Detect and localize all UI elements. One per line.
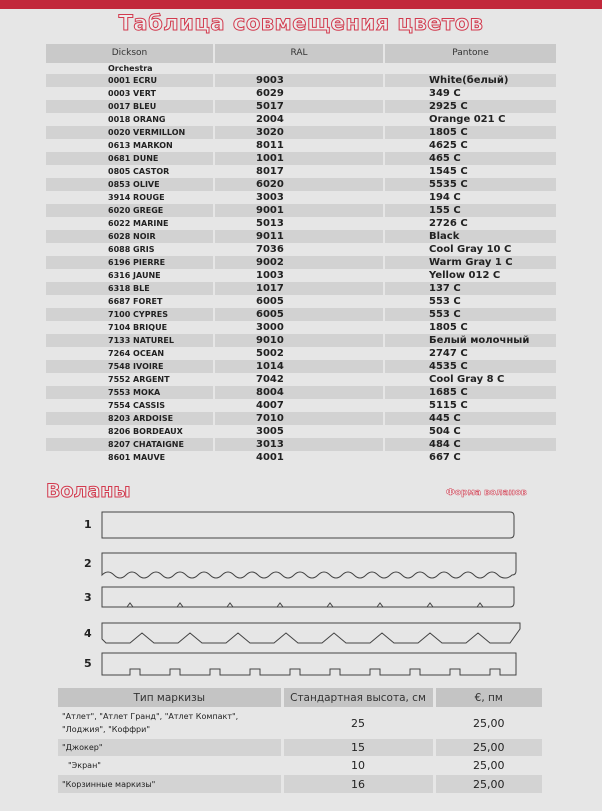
pantone-code: 349 C [384,87,556,100]
pantone-code: 1805 C [384,126,556,139]
dickson-code: 7264 OCEAN [46,347,214,360]
color-matching-table [46,44,556,464]
pantone-code: 504 C [384,425,556,438]
ral-code: 8004 [214,386,384,399]
color-row [46,113,556,126]
dickson-code: 7554 CASSIS [46,399,214,412]
color-row [46,438,556,451]
dickson-code: 0018 ORANG [46,113,214,126]
shape-number: 3 [84,591,92,604]
ral-code: 3003 [214,191,384,204]
shape-number: 4 [84,627,92,640]
dickson-code: 0613 MARKON [46,139,214,152]
ral-code: 3020 [214,126,384,139]
color-row [46,451,556,464]
dickson-code: 0017 BLEU [46,100,214,113]
pantone-code: Cool Gray 8 C [384,373,556,386]
pantone-code: Белый молочный [384,334,556,347]
color-row [46,256,556,269]
pantone-code: 194 C [384,191,556,204]
pantone-code: 4535 C [384,360,556,373]
ral-code: 3005 [214,425,384,438]
color-row [46,412,556,425]
ral-code: 9001 [214,204,384,217]
pantone-code: 2925 C [384,100,556,113]
color-row [46,334,556,347]
dickson-code: 6316 JAUNE [46,269,214,282]
pantone-code: 553 C [384,308,556,321]
price-value: 25,00 [434,756,542,775]
color-row [46,347,556,360]
pantone-code: 1545 C [384,165,556,178]
pantone-code: Black [384,230,556,243]
dickson-code: 7104 BRIQUE [46,321,214,334]
header-pantone: Pantone [384,44,556,63]
ral-code: 6020 [214,178,384,191]
dickson-code: 6318 BLE [46,282,214,295]
pantone-code: 484 C [384,438,556,451]
ral-code: 3013 [214,438,384,451]
dickson-code: 0805 CASTOR [46,165,214,178]
dickson-code: 6022 MARINE [46,217,214,230]
ral-code: 4007 [214,399,384,412]
ral-code: 8011 [214,139,384,152]
dickson-code: 6196 PIERRE [46,256,214,269]
color-row [46,191,556,204]
dickson-code: 7133 NATUREL [46,334,214,347]
dickson-code: 6687 FORET [46,295,214,308]
valance-shape-notch [102,587,514,607]
dickson-code: 0681 DUNE [46,152,214,165]
color-row [46,230,556,243]
color-row [46,217,556,230]
ral-code: 7010 [214,412,384,425]
ral-code: 7042 [214,373,384,386]
header-ral: RAL [214,44,384,63]
ral-code: 1014 [214,360,384,373]
dickson-code: 8203 ARDOISE [46,412,214,425]
color-row [46,425,556,438]
pantone-code: Cool Gray 10 C [384,243,556,256]
ral-code: 1017 [214,282,384,295]
valance-shape-straight [102,512,514,538]
color-row [46,282,556,295]
dickson-code: 0020 VERMILLON [46,126,214,139]
pantone-code: 5535 C [384,178,556,191]
color-row [46,178,556,191]
dickson-code: 7548 IVOIRE [46,360,214,373]
header-dickson: Dickson [46,44,214,63]
color-row [46,126,556,139]
pantone-code: 5115 C [384,399,556,412]
ral-code: 5013 [214,217,384,230]
ral-code: 1003 [214,269,384,282]
color-row [46,74,556,87]
color-row [46,308,556,321]
subheader-empty-ral [214,63,384,74]
color-row [46,269,556,282]
valance-shape-notch-marks [127,603,483,607]
valance-price-table [58,688,542,793]
shape-number: 2 [84,557,92,570]
ral-code: 3000 [214,321,384,334]
ral-code: 9003 [214,74,384,87]
dickson-code: 7553 MOKA [46,386,214,399]
dickson-code: 0001 ECRU [46,74,214,87]
standard-height: 16 [282,775,434,793]
color-row [46,321,556,334]
pantone-code: 465 C [384,152,556,165]
dickson-code: 6028 NOIR [46,230,214,243]
dickson-code: 8207 CHATAIGNE [46,438,214,451]
header-awning-type: Тип маркизы [58,688,282,707]
color-row [46,152,556,165]
standard-height: 25 [282,707,434,739]
ral-code: 9011 [214,230,384,243]
pantone-code: White(белый) [384,74,556,87]
ral-code: 6005 [214,295,384,308]
pantone-code: Orange 021 C [384,113,556,126]
pantone-code: 2747 C [384,347,556,360]
dickson-code: 8206 BORDEAUX [46,425,214,438]
color-row [46,373,556,386]
ral-code: 9010 [214,334,384,347]
pantone-code: Yellow 012 C [384,269,556,282]
ral-code: 5017 [214,100,384,113]
valances-title: Воланы [46,480,131,502]
pantone-code: 4625 C [384,139,556,152]
color-row [46,386,556,399]
pantone-code: Warm Gray 1 C [384,256,556,269]
valances-subtitle: Форма воланов [446,488,527,498]
pantone-code: 667 C [384,451,556,464]
awning-type: "Корзинные маркизы" [58,775,282,793]
ral-code: 2004 [214,113,384,126]
color-row [46,204,556,217]
subheader-orchestra: Orchestra [46,63,214,74]
valance-shape-wave [102,553,516,578]
price-row [58,756,542,775]
ral-code: 5002 [214,347,384,360]
price-row [58,775,542,793]
awning-type: "Джокер" [58,739,282,756]
standard-height: 10 [282,756,434,775]
awning-type: "Экран" [58,756,282,775]
ral-code: 6005 [214,308,384,321]
pantone-code: 2726 C [384,217,556,230]
standard-height: 15 [282,739,434,756]
page-title: Таблица совмещения цветов [118,11,484,35]
top-accent-bar [0,0,602,9]
dickson-code: 6020 GREGE [46,204,214,217]
color-row [46,100,556,113]
shape-number: 5 [84,657,92,670]
ral-code: 9002 [214,256,384,269]
color-row [46,87,556,100]
price-table-header [58,688,542,707]
ral-code: 7036 [214,243,384,256]
dickson-code: 7552 ARGENT [46,373,214,386]
color-table-subheader [46,63,556,74]
ral-code: 6029 [214,87,384,100]
dickson-code: 7100 CYPRES [46,308,214,321]
pantone-code: 155 C [384,204,556,217]
pantone-code: 445 C [384,412,556,425]
color-row [46,295,556,308]
color-row [46,360,556,373]
pantone-code: 137 C [384,282,556,295]
price-value: 25,00 [434,707,542,739]
valance-shape-zigzag [102,623,520,643]
dickson-code: 6088 GRIS [46,243,214,256]
dickson-code: 0853 OLIVE [46,178,214,191]
price-value: 25,00 [434,739,542,756]
header-price: €, пм [434,688,542,707]
dickson-code: 8601 MAUVE [46,451,214,464]
awning-type: "Атлет", "Атлет Гранд", "Атлет Компакт", "Лоджия", "Коффри" [58,707,282,739]
valance-shape-rectangular [102,653,516,675]
price-value: 25,00 [434,775,542,793]
shape-number: 1 [84,518,92,531]
valance-shapes-diagram [80,505,530,685]
header-standard-height: Стандартная высота, см [282,688,434,707]
subheader-empty-pantone [384,63,556,74]
price-row [58,739,542,756]
color-row [46,165,556,178]
color-table-header [46,44,556,63]
dickson-code: 3914 ROUGE [46,191,214,204]
pantone-code: 553 C [384,295,556,308]
dickson-code: 0003 VERT [46,87,214,100]
ral-code: 1001 [214,152,384,165]
color-row [46,399,556,412]
pantone-code: 1805 C [384,321,556,334]
color-row [46,243,556,256]
price-row [58,707,542,739]
color-row [46,139,556,152]
ral-code: 8017 [214,165,384,178]
pantone-code: 1685 C [384,386,556,399]
ral-code: 4001 [214,451,384,464]
